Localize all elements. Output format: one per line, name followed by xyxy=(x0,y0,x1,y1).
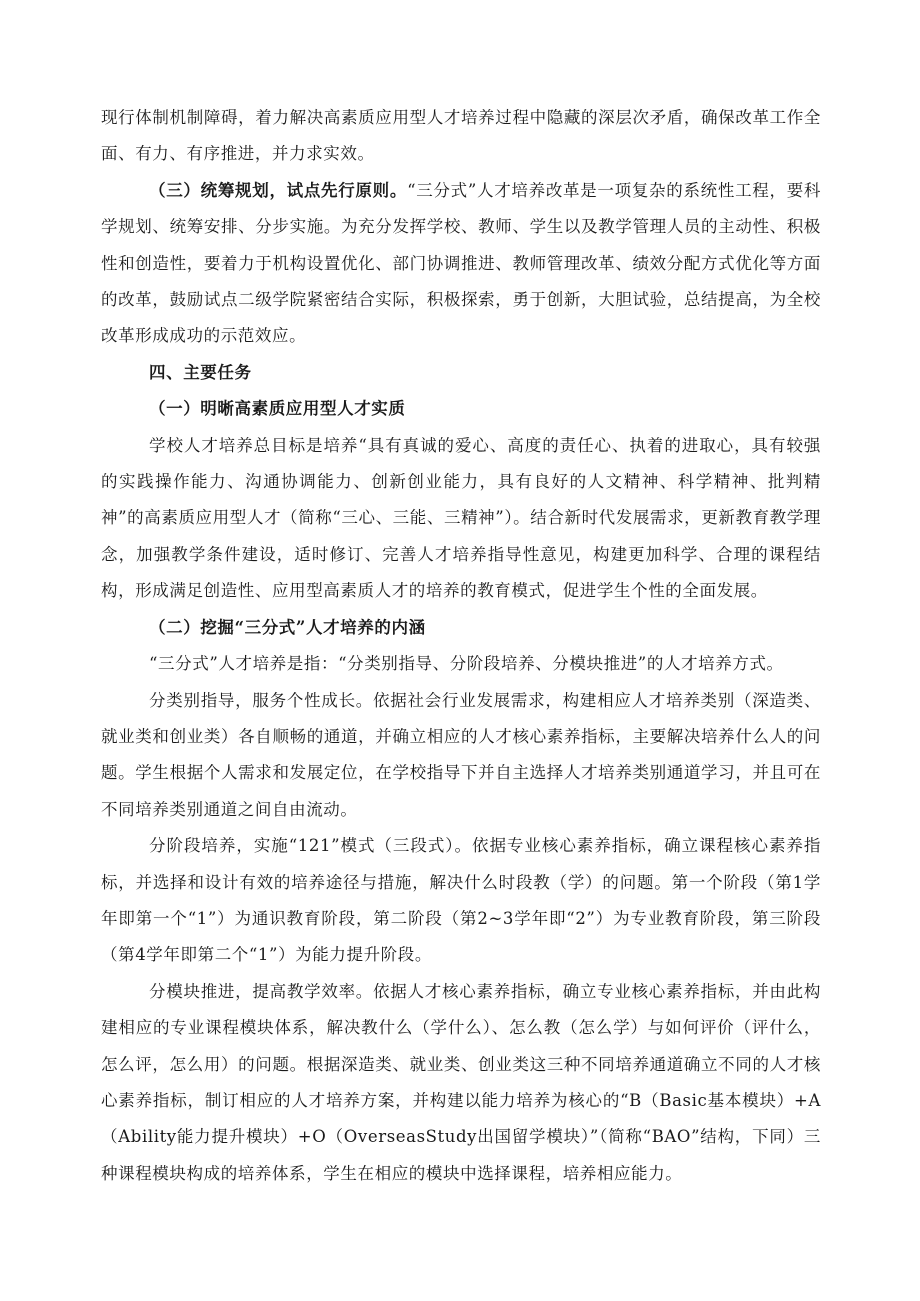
section-heading-main-tasks: 四、主要任务 xyxy=(149,362,252,382)
principle-3-heading: （三）统筹规划，试点先行原则。 xyxy=(149,180,408,200)
document-body xyxy=(101,100,821,1192)
paragraph-principle-3 xyxy=(101,173,821,355)
paragraph-continuation: 现行体制机制障碍，着力解决高素质应用型人才培养过程中隐藏的深层次矛盾，确保改革工作全面、有力、有序推进，并力求实效。 xyxy=(101,108,821,164)
paragraph-training-goal: 学校人才培养总目标是培养“具有真诚的爱心、高度的责任心、执着的进取心，具有较强的实践操作能力、沟通协调能力、创新创业能力，具有良好的人文精神、科学精神、批判精神”的高素质应用型人才（简称“三心、三能、三精神”）。结合新时代发展需求，更新教育教学理念，加强教学条件建设，适时修订、完善人才培养指导性意见，构建更加科学、合理的课程结构，形成满足创造性、应用型高素质人才的培养的教育模式，促进学生个性的全面发展。 xyxy=(101,435,821,601)
subheading-three-part-connotation: （二）挖掘“三分式”人才培养的内涵 xyxy=(149,617,426,637)
paragraph-category-guidance: 分类别指导，服务个性成长。依据社会行业发展需求，构建相应人才培养类别（深造类、就业类和创业类）各自顺畅的通道，并确立相应的人才核心素养指标，主要解决培养什么人的问题。学生根据个人需求和发展定位，在学校指导下并自主选择人才培养类别通道学习，并且可在不同培养类别通道之间自由流动。 xyxy=(101,690,821,819)
subheading-talent-essence: （一）明晰高素质应用型人才实质 xyxy=(149,399,406,419)
paragraph-stage-training: 分阶段培养，实施“121”模式（三段式）。依据专业核心素养指标，确立课程核心素养指标，并选择和设计有效的培养途径与措施，解决什么时段教（学）的问题。第一个阶段（第1学年即第一个“1”）为通识教育阶段，第二阶段（第2~3学年即“2”）为专业教育阶段，第三阶段（第4学年即第二个“1”）为能力提升阶段。 xyxy=(101,836,821,965)
paragraph-three-part-definition: “三分式”人才培养是指：“分类别指导、分阶段培养、分模块推进”的人才培养方式。 xyxy=(149,654,784,674)
paragraph-module-advance: 分模块推进，提高教学效率。依据人才核心素养指标，确立专业核心素养指标，并由此构建相应的专业课程模块体系，解决教什么（学什么）、怎么教（怎么学）与如何评价（评什么，怎么评，怎么用）的问题。根据深造类、就业类、创业类这三种不同培养通道确立不同的人才核心素养指标，制订相应的人才培养方案，并构建以能力培养为核心的“B（Basic基本模块）+A（Ability能力提升模块）+O（OverseasStudy出国留学模块）”（简称“BAO”结构，下同）三种课程模块构成的培养体系，学生在相应的模块中选择课程，培养相应能力。 xyxy=(101,981,821,1183)
principle-3-body: “三分式”人才培养改革是一项复杂的系统性工程，要科学规划、统筹安排、分步实施。为充分发挥学校、教师、学生以及教学管理人员的主动性、积极性和创造性，要着力于机构设置优化、部门协调推进、教师管理改革、绩效分配方式优化等方面的改革，鼓励试点二级学院紧密结合实际，积极探索，勇于创新，大胆试验，总结提高，为全校改革形成成功的示范效应。 xyxy=(101,180,822,346)
